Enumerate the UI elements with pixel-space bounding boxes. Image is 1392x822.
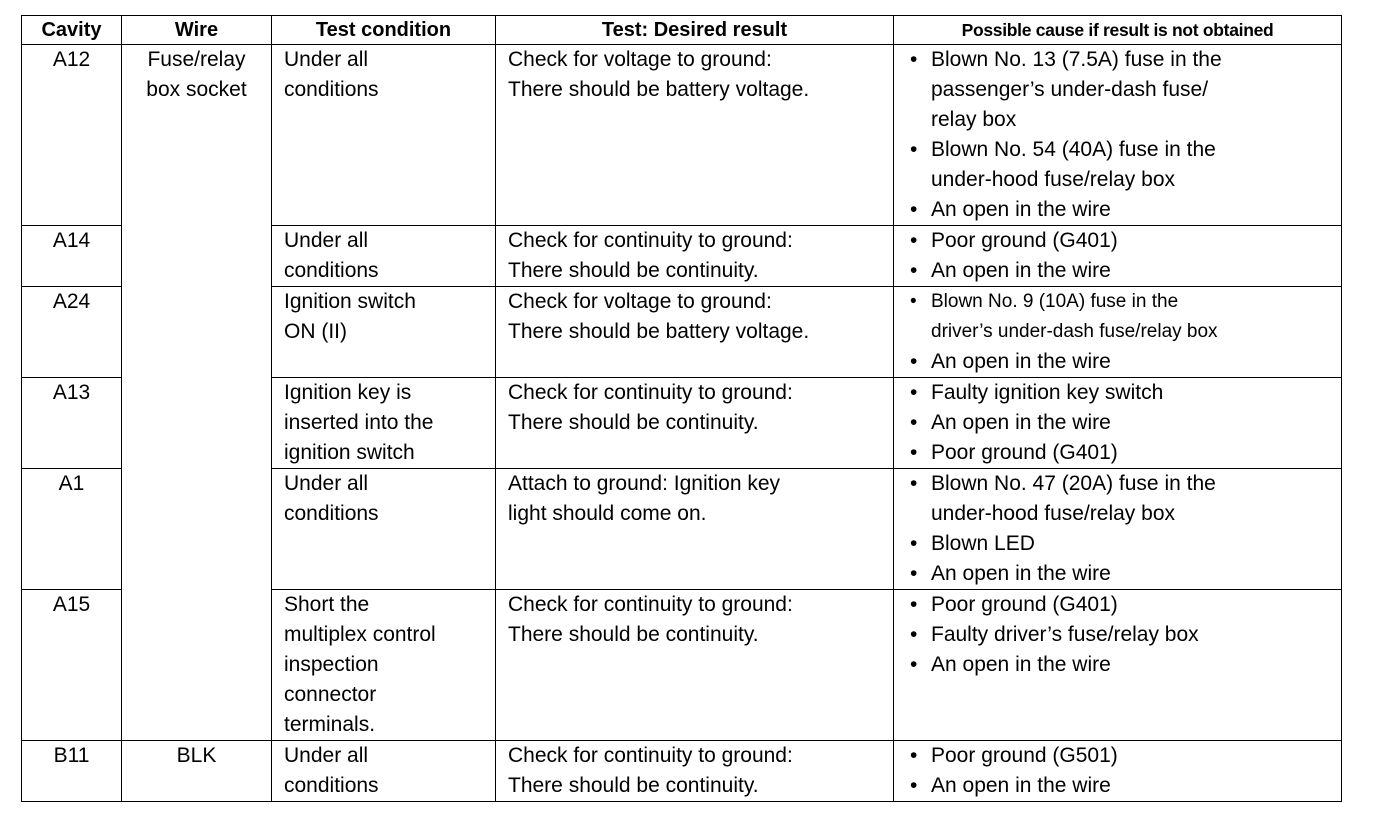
table-row — [22, 45, 1342, 226]
header-test-condition: Test condition — [272, 16, 496, 45]
cavity-cell: A12 — [22, 45, 122, 226]
cause-item: • Blown No. 47 (20A) fuse in the under-hood fuse/relay box — [908, 469, 1341, 529]
cause-item: • Blown LED — [908, 529, 1341, 559]
condition-cell: Under all conditions — [272, 226, 496, 287]
cause-list — [908, 469, 1341, 589]
cause-item: • An open in the wire — [908, 559, 1341, 589]
header-row — [22, 16, 1342, 45]
cause-item: • An open in the wire — [908, 347, 1341, 377]
cause-item: • Faulty driver’s fuse/relay box — [908, 620, 1341, 650]
cause-cell — [894, 226, 1342, 287]
cause-item: • Blown No. 9 (10A) fuse in the driver’s under-dash fuse/relay box — [908, 287, 1341, 347]
cause-cell — [894, 741, 1342, 802]
cause-item: • Poor ground (G401) — [908, 226, 1341, 256]
test-cell: Check for continuity to ground: There should be continuity. — [496, 741, 894, 802]
header-desired-result: Test: Desired result — [496, 16, 894, 45]
cause-cell — [894, 287, 1342, 378]
cavity-cell: A24 — [22, 287, 122, 378]
cavity-cell: B11 — [22, 741, 122, 802]
cause-item: • Blown No. 54 (40A) fuse in the under-hood fuse/relay box — [908, 135, 1341, 195]
condition-cell: Ignition switch ON (II) — [272, 287, 496, 378]
cause-item: • Poor ground (G401) — [908, 438, 1341, 468]
header-cavity: Cavity — [22, 16, 122, 45]
cause-item: • Poor ground (G401) — [908, 590, 1341, 620]
test-cell: Check for voltage to ground: There should be battery voltage. — [496, 45, 894, 226]
cavity-cell: A1 — [22, 469, 122, 590]
cause-list — [908, 590, 1341, 680]
cause-cell — [894, 469, 1342, 590]
cause-cell — [894, 590, 1342, 741]
test-cell: Check for continuity to ground: There should be continuity. — [496, 590, 894, 741]
test-cell: Check for continuity to ground: There should be continuity. — [496, 226, 894, 287]
cause-item: • Faulty ignition key switch — [908, 378, 1341, 408]
cause-item: • Blown No. 13 (7.5A) fuse in the passenger’s under-dash fuse/ relay box — [908, 45, 1341, 135]
cause-item: • An open in the wire — [908, 650, 1341, 680]
cause-list — [908, 741, 1341, 801]
cause-list — [908, 45, 1341, 225]
cause-cell — [894, 45, 1342, 226]
condition-cell: Under all conditions — [272, 741, 496, 802]
test-cell: Check for voltage to ground: There should be battery voltage. — [496, 287, 894, 378]
condition-cell: Short the multiplex control inspection connector terminals. — [272, 590, 496, 741]
cavity-cell: A15 — [22, 590, 122, 741]
table-row — [22, 741, 1342, 802]
diagnostic-table — [21, 15, 1342, 802]
condition-cell: Under all conditions — [272, 45, 496, 226]
test-cell: Attach to ground: Ignition key light should come on. — [496, 469, 894, 590]
cause-list — [908, 226, 1341, 286]
header-wire: Wire — [122, 16, 272, 45]
cause-list — [908, 378, 1341, 468]
cause-item: • An open in the wire — [908, 195, 1341, 225]
wire-cell: BLK — [122, 741, 272, 802]
condition-cell: Under all conditions — [272, 469, 496, 590]
cause-item: • An open in the wire — [908, 408, 1341, 438]
cause-item: • An open in the wire — [908, 771, 1341, 801]
cause-item: • An open in the wire — [908, 256, 1341, 286]
cause-item: • Poor ground (G501) — [908, 741, 1341, 771]
cause-list — [908, 287, 1341, 377]
condition-cell: Ignition key is inserted into the ignition switch — [272, 378, 496, 469]
cause-cell — [894, 378, 1342, 469]
cavity-cell: A14 — [22, 226, 122, 287]
wire-cell — [122, 45, 272, 741]
cavity-cell: A13 — [22, 378, 122, 469]
test-cell: Check for continuity to ground: There should be continuity. — [496, 378, 894, 469]
wire-label: Fuse/relay box socket — [146, 48, 247, 101]
header-possible-cause: Possible cause if result is not obtained — [894, 16, 1342, 45]
